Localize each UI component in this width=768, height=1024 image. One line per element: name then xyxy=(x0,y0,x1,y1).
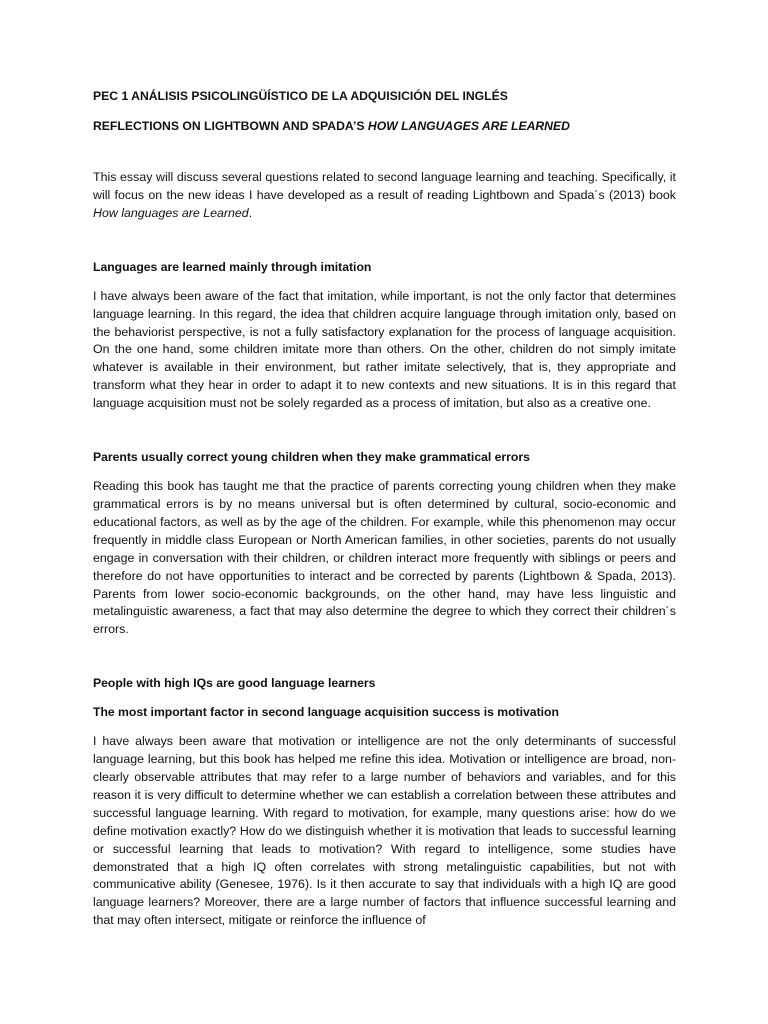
section-heading-motivation: The most important factor in second language acquisition success is motivation xyxy=(93,705,559,720)
intro-book-title: How languages are Learned xyxy=(93,205,249,220)
subtitle-book-title: HOW LANGUAGES ARE LEARNED xyxy=(367,119,570,133)
subtitle-prefix: REFLECTIONS ON LIGHTBOWN AND SPADA’S xyxy=(93,119,368,133)
section-paragraph-motivation: I have always been aware that motivation or intelligence are not the only determinants of successful language learning, but this book has helped me refine this idea. Motivation or intelligence are broad, non-clearly observable attributes that may refer to a large number of behaviors and variables, and for this reason it is very difficult to determine whether we can establish a correlation between these attributes and successful language learning. With regard to motivation, for example, many questions arise: how do we define motivation exactly? How do we distinguish whether it is motivation that leads to successful learning or successful learning that leads to motivation? With regard to intelligence, some studies have demonstrated that a high IQ often correlates with strong metalinguistic capabilities, but not with communicative ability (Genesee, 1976). Is it then accurate to say that individuals with a high IQ are good language learners? Moreover, there are a large number of factors that influence successful learning and that may often intersect, mitigate or reinforce the influence of xyxy=(93,734,676,928)
document-title: PEC 1 ANÁLISIS PSICOLINGÜÍSTICO DE LA ADQUISICIÓN DEL INGLÉS xyxy=(93,89,508,103)
section-paragraph-imitation: I have always been aware of the fact that imitation, while important, is not the only factor that determines language learning. In this regard, the idea that children acquire language through imitation only, based on the behaviorist perspective, is not a fully satisfactory explanation for the process of language acquisition. On the one hand, some children imitate more than others. On the other, children do not simply imitate whatever is available in their environment, but rather imitate selectively, that is, they appropriate and transform what they hear in order to adapt it to new contexts and new situations. It is in this regard that language acquisition must not be solely regarded as a process of imitation, but also as a creative one. xyxy=(93,288,676,411)
document-subtitle xyxy=(93,118,676,134)
document-page xyxy=(93,88,676,930)
intro-end: . xyxy=(248,205,253,220)
intro-paragraph xyxy=(93,169,676,223)
section-paragraph-parents: Reading this book has taught me that the practice of parents correcting young children when they make grammatical errors is by no means universal but is often determined by cultural, socio-economic and educational factors, as well as by the age of the children. For example, while this phenomenon may occur frequently in middle class European or North American families, in other societies, parents do not usually engage in conversation with their children, or children interact more frequently with siblings or peers and therefore do not have opportunities to interact and be corrected by parents (Lightbown & Spada, 2013). Parents from lower socio-economic backgrounds, on the other hand, may have less linguistic and metalinguistic awareness, a fact that may also determine the degree to which they correct their children´s errors. xyxy=(93,479,676,637)
section-heading-parents: Parents usually correct young children when they make grammatical errors xyxy=(93,450,530,465)
section-heading-imitation: Languages are learned mainly through imitation xyxy=(93,259,372,274)
intro-text: This essay will discuss several questions related to second language learning and teaching. Specifically, it will focus on the new ideas I have developed as a result of reading Lightbown and Spada´s (2013) book xyxy=(93,170,676,202)
section-heading-iq: People with high IQs are good language learners xyxy=(93,676,376,691)
